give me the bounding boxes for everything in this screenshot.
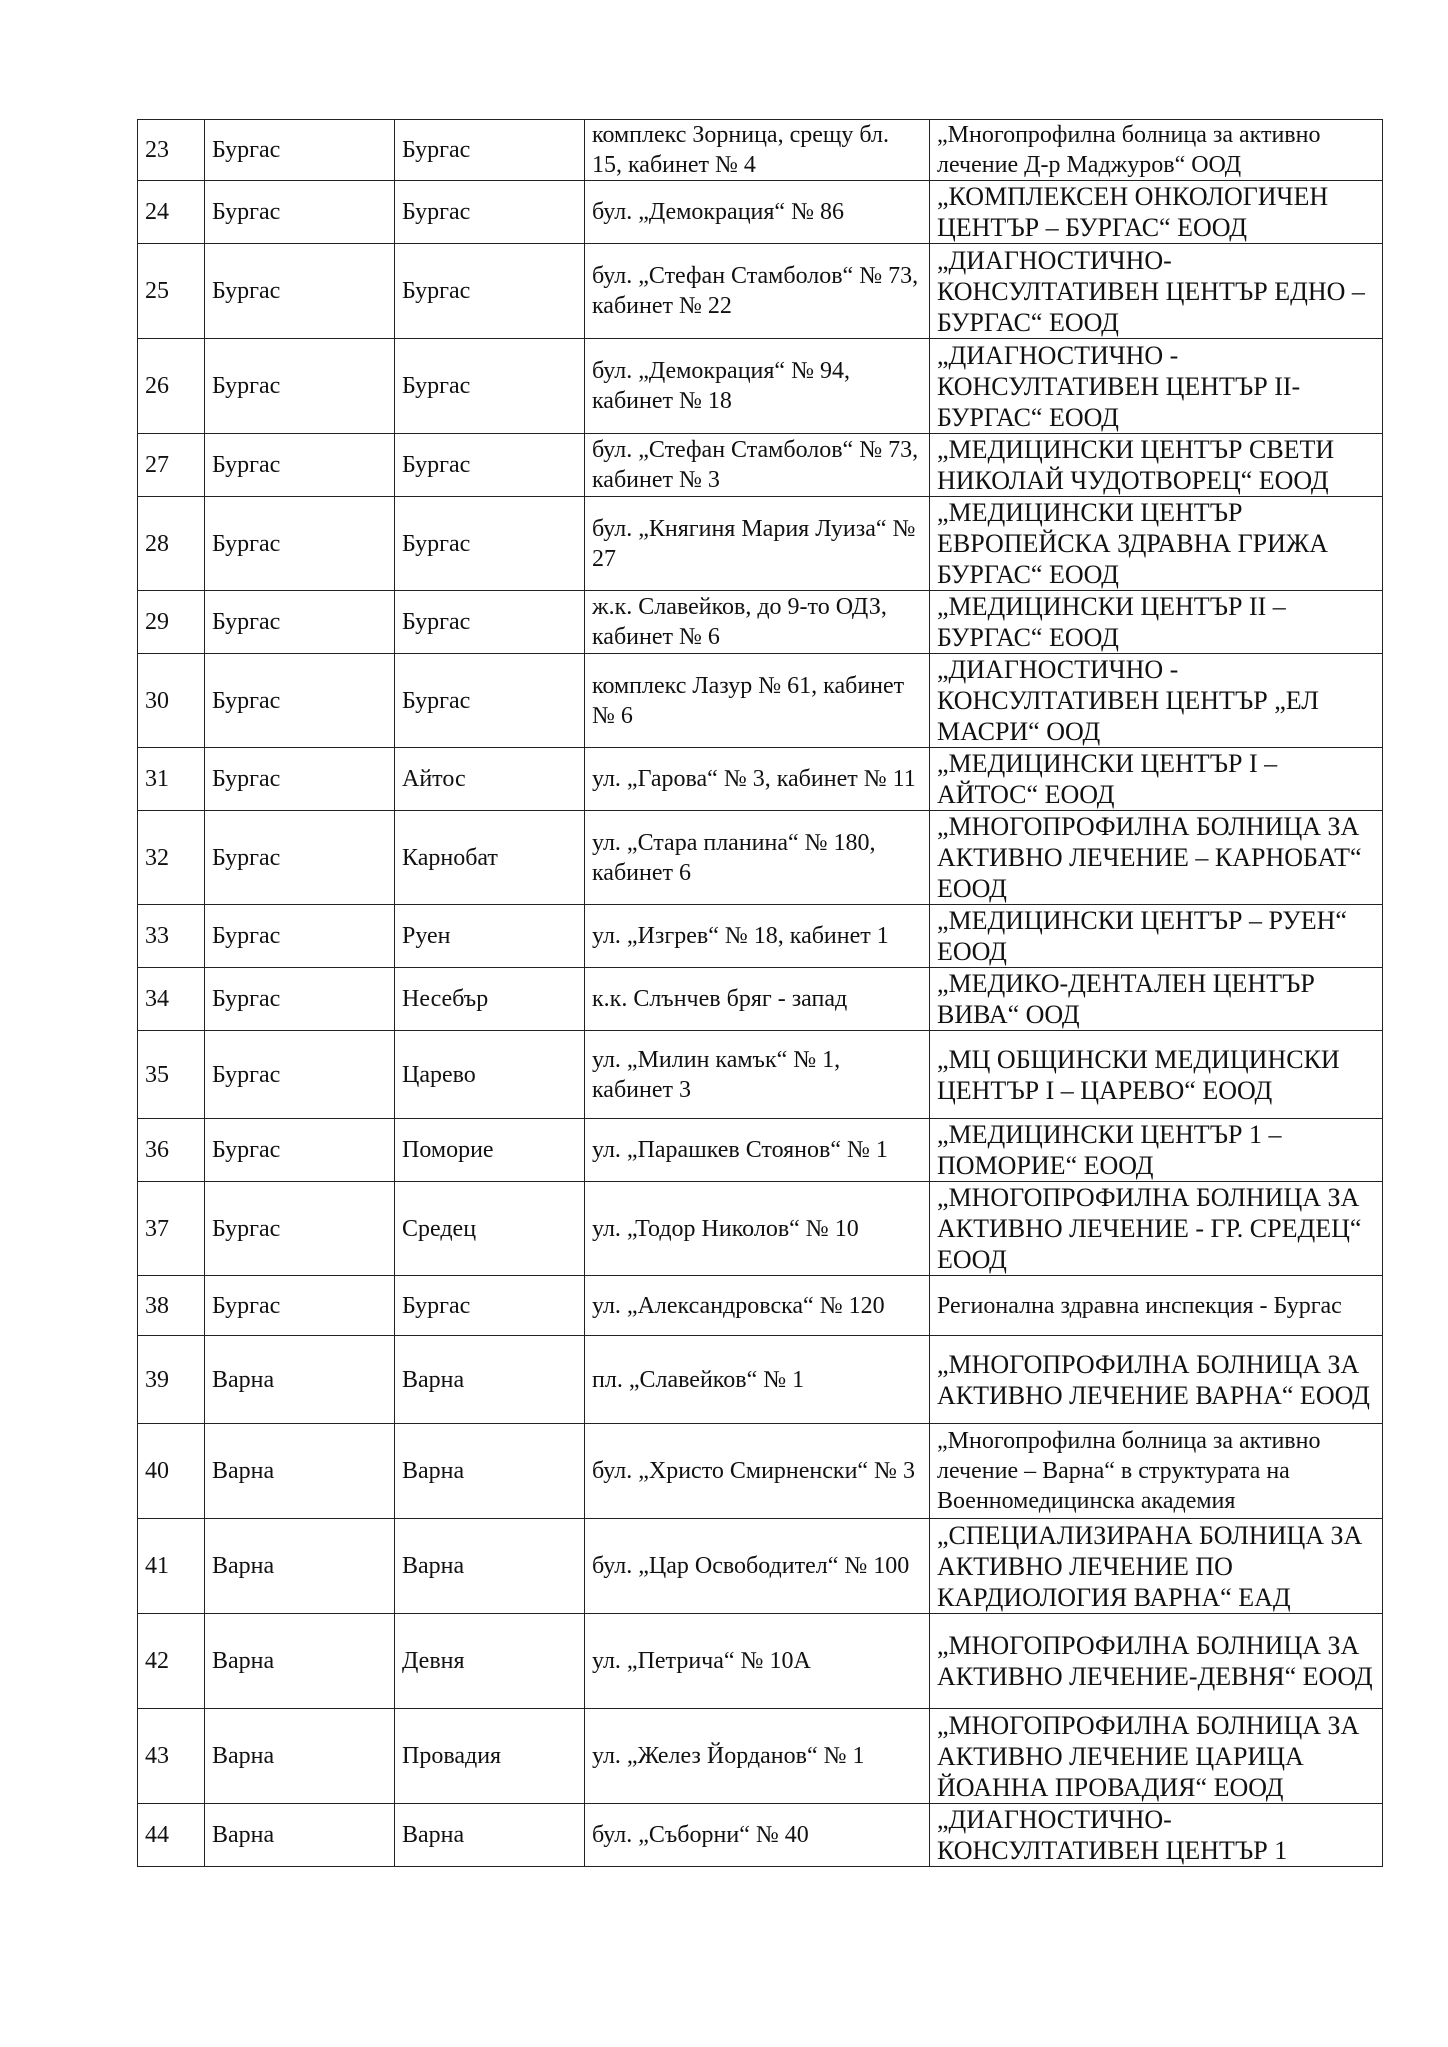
organization-cell: „МЕДИЦИНСКИ ЦЕНТЪР ЕВРОПЕЙСКА ЗДРАВНА ГРИЖА БУРГАС“ ЕООД	[930, 497, 1383, 591]
table-row	[138, 811, 1383, 905]
organization-cell: „ДИАГНОСТИЧНО-КОНСУЛТАТИВЕН ЦЕНТЪР ЕДНО – БУРГАС“ ЕООД	[930, 244, 1383, 339]
organization-cell: „МНОГОПРОФИЛНА БОЛНИЦА ЗА АКТИВНО ЛЕЧЕНИЕ - ГР. СРЕДЕЦ“ ЕООД	[930, 1182, 1383, 1276]
town-cell: Варна	[395, 1519, 585, 1614]
region-cell: Варна	[205, 1614, 395, 1709]
town-cell: Варна	[395, 1424, 585, 1519]
address-cell: ул. „Парашкев Стоянов“ № 1	[585, 1119, 930, 1182]
organization-cell: „ДИАГНОСТИЧНО - КОНСУЛТАТИВЕН ЦЕНТЪР II-БУРГАС“ ЕООД	[930, 339, 1383, 434]
address-cell: бул. „Княгиня Мария Луиза“ № 27	[585, 497, 930, 591]
town-cell: Бургас	[395, 181, 585, 244]
region-cell: Бургас	[205, 591, 395, 654]
organization-cell: „ДИАГНОСТИЧНО - КОНСУЛТАТИВЕН ЦЕНТЪР „ЕЛ МАСРИ“ ООД	[930, 654, 1383, 748]
row-number: 29	[138, 591, 205, 654]
town-cell: Девня	[395, 1614, 585, 1709]
region-cell: Бургас	[205, 1119, 395, 1182]
row-number: 37	[138, 1182, 205, 1276]
row-number: 30	[138, 654, 205, 748]
town-cell: Бургас	[395, 244, 585, 339]
organization-cell: „МЕДИЦИНСКИ ЦЕНТЪР 1 – ПОМОРИЕ“ ЕООД	[930, 1119, 1383, 1182]
town-cell: Провадия	[395, 1709, 585, 1804]
organization-cell: „СПЕЦИАЛИЗИРАНА БОЛНИЦА ЗА АКТИВНО ЛЕЧЕНИЕ ПО КАРДИОЛОГИЯ ВАРНА“ ЕАД	[930, 1519, 1383, 1614]
row-number: 40	[138, 1424, 205, 1519]
row-number: 24	[138, 181, 205, 244]
address-cell: ул. „Александровска“ № 120	[585, 1276, 930, 1336]
table-row	[138, 1119, 1383, 1182]
table-row	[138, 968, 1383, 1031]
address-cell: пл. „Славейков“ № 1	[585, 1336, 930, 1424]
region-cell: Бургас	[205, 905, 395, 968]
address-cell: бул. „Демокрация“ № 94, кабинет № 18	[585, 339, 930, 434]
organization-cell: „ДИАГНОСТИЧНО-КОНСУЛТАТИВЕН ЦЕНТЪР 1	[930, 1804, 1383, 1867]
organization-cell: „Многопрофилна болница за активно лечение – Варна“ в структурата на Военномедицинска академия	[930, 1424, 1383, 1519]
address-cell: бул. „Христо Смирненски“ № 3	[585, 1424, 930, 1519]
address-cell: к.к. Слънчев бряг - запад	[585, 968, 930, 1031]
region-cell: Бургас	[205, 1276, 395, 1336]
table-row	[138, 1031, 1383, 1119]
row-number: 26	[138, 339, 205, 434]
town-cell: Царево	[395, 1031, 585, 1119]
table-row	[138, 1614, 1383, 1709]
table-row	[138, 1804, 1383, 1867]
town-cell: Руен	[395, 905, 585, 968]
row-number: 38	[138, 1276, 205, 1336]
organization-cell: „МНОГОПРОФИЛНА БОЛНИЦА ЗА АКТИВНО ЛЕЧЕНИЕ ВАРНА“ ЕООД	[930, 1336, 1383, 1424]
region-cell: Бургас	[205, 1031, 395, 1119]
region-cell: Варна	[205, 1709, 395, 1804]
table-row	[138, 1182, 1383, 1276]
region-cell: Бургас	[205, 968, 395, 1031]
table-row	[138, 1276, 1383, 1336]
address-cell: бул. „Демокрация“ № 86	[585, 181, 930, 244]
organization-cell: „КОМПЛЕКСЕН ОНКОЛОГИЧЕН ЦЕНТЪР – БУРГАС“ ЕООД	[930, 181, 1383, 244]
table-row	[138, 497, 1383, 591]
region-cell: Бургас	[205, 120, 395, 181]
region-cell: Варна	[205, 1424, 395, 1519]
organization-cell: „МНОГОПРОФИЛНА БОЛНИЦА ЗА АКТИВНО ЛЕЧЕНИЕ – КАРНОБАТ“ ЕООД	[930, 811, 1383, 905]
address-cell: ул. „Желез Йорданов“ № 1	[585, 1709, 930, 1804]
address-cell: бул. „Стефан Стамболов“ № 73, кабинет № 22	[585, 244, 930, 339]
table-row	[138, 1519, 1383, 1614]
row-number: 34	[138, 968, 205, 1031]
region-cell: Бургас	[205, 1182, 395, 1276]
table-row	[138, 434, 1383, 497]
table-row	[138, 748, 1383, 811]
town-cell: Айтос	[395, 748, 585, 811]
address-cell: комплекс Лазур № 61, кабинет № 6	[585, 654, 930, 748]
town-cell: Варна	[395, 1804, 585, 1867]
region-cell: Бургас	[205, 654, 395, 748]
region-cell: Варна	[205, 1336, 395, 1424]
address-cell: ж.к. Славейков, до 9-то ОДЗ, кабинет № 6	[585, 591, 930, 654]
table-row	[138, 1336, 1383, 1424]
table-row	[138, 244, 1383, 339]
address-cell: ул. „Тодор Николов“ № 10	[585, 1182, 930, 1276]
row-number: 31	[138, 748, 205, 811]
row-number: 23	[138, 120, 205, 181]
organization-cell: „МЕДИКО-ДЕНТАЛЕН ЦЕНТЪР ВИВА“ ООД	[930, 968, 1383, 1031]
table-row	[138, 120, 1383, 181]
region-cell: Бургас	[205, 497, 395, 591]
town-cell: Бургас	[395, 339, 585, 434]
organization-cell: „Многопрофилна болница за активно лечение Д-р Маджуров“ ООД	[930, 120, 1383, 181]
town-cell: Несебър	[395, 968, 585, 1031]
organization-cell: „МНОГОПРОФИЛНА БОЛНИЦА ЗА АКТИВНО ЛЕЧЕНИЕ ЦАРИЦА ЙОАННА ПРОВАДИЯ“ ЕООД	[930, 1709, 1383, 1804]
town-cell: Карнобат	[395, 811, 585, 905]
town-cell: Бургас	[395, 591, 585, 654]
region-cell: Бургас	[205, 339, 395, 434]
table-row	[138, 181, 1383, 244]
row-number: 42	[138, 1614, 205, 1709]
address-cell: ул. „Гарова“ № 3, кабинет № 11	[585, 748, 930, 811]
region-cell: Бургас	[205, 748, 395, 811]
table-body	[138, 120, 1383, 1867]
address-cell: комплекс Зорница, срещу бл. 15, кабинет № 4	[585, 120, 930, 181]
organization-cell: „МЕДИЦИНСКИ ЦЕНТЪР СВЕТИ НИКОЛАЙ ЧУДОТВОРЕЦ“ ЕООД	[930, 434, 1383, 497]
row-number: 36	[138, 1119, 205, 1182]
town-cell: Поморие	[395, 1119, 585, 1182]
organization-cell: „МЕДИЦИНСКИ ЦЕНТЪР – РУЕН“ ЕООД	[930, 905, 1383, 968]
table-row	[138, 339, 1383, 434]
town-cell: Бургас	[395, 434, 585, 497]
row-number: 35	[138, 1031, 205, 1119]
region-cell: Варна	[205, 1519, 395, 1614]
region-cell: Бургас	[205, 434, 395, 497]
table-row	[138, 654, 1383, 748]
row-number: 44	[138, 1804, 205, 1867]
town-cell: Бургас	[395, 497, 585, 591]
table-row	[138, 905, 1383, 968]
town-cell: Бургас	[395, 1276, 585, 1336]
region-cell: Варна	[205, 1804, 395, 1867]
organization-cell: Регионална здравна инспекция - Бургас	[930, 1276, 1383, 1336]
row-number: 25	[138, 244, 205, 339]
address-cell: бул. „Стефан Стамболов“ № 73, кабинет № 3	[585, 434, 930, 497]
address-cell: ул. „Петрича“ № 10А	[585, 1614, 930, 1709]
town-cell: Бургас	[395, 120, 585, 181]
table-row	[138, 1424, 1383, 1519]
row-number: 39	[138, 1336, 205, 1424]
region-cell: Бургас	[205, 181, 395, 244]
address-cell: бул. „Съборни“ № 40	[585, 1804, 930, 1867]
town-cell: Варна	[395, 1336, 585, 1424]
organization-cell: „МЕДИЦИНСКИ ЦЕНТЪР II – БУРГАС“ ЕООД	[930, 591, 1383, 654]
row-number: 32	[138, 811, 205, 905]
row-number: 33	[138, 905, 205, 968]
registry-table	[137, 119, 1383, 1867]
row-number: 28	[138, 497, 205, 591]
address-cell: ул. „Изгрев“ № 18, кабинет 1	[585, 905, 930, 968]
region-cell: Бургас	[205, 811, 395, 905]
town-cell: Бургас	[395, 654, 585, 748]
row-number: 43	[138, 1709, 205, 1804]
organization-cell: „МНОГОПРОФИЛНА БОЛНИЦА ЗА АКТИВНО ЛЕЧЕНИЕ-ДЕВНЯ“ ЕООД	[930, 1614, 1383, 1709]
organization-cell: „МЦ ОБЩИНСКИ МЕДИЦИНСКИ ЦЕНТЪР I – ЦАРЕВО“ ЕООД	[930, 1031, 1383, 1119]
address-cell: ул. „Стара планина“ № 180, кабинет 6	[585, 811, 930, 905]
table-row	[138, 1709, 1383, 1804]
address-cell: бул. „Цар Освободител“ № 100	[585, 1519, 930, 1614]
organization-cell: „МЕДИЦИНСКИ ЦЕНТЪР I – АЙТОС“ ЕООД	[930, 748, 1383, 811]
region-cell: Бургас	[205, 244, 395, 339]
address-cell: ул. „Милин камък“ № 1, кабинет 3	[585, 1031, 930, 1119]
row-number: 41	[138, 1519, 205, 1614]
town-cell: Средец	[395, 1182, 585, 1276]
table-row	[138, 591, 1383, 654]
row-number: 27	[138, 434, 205, 497]
